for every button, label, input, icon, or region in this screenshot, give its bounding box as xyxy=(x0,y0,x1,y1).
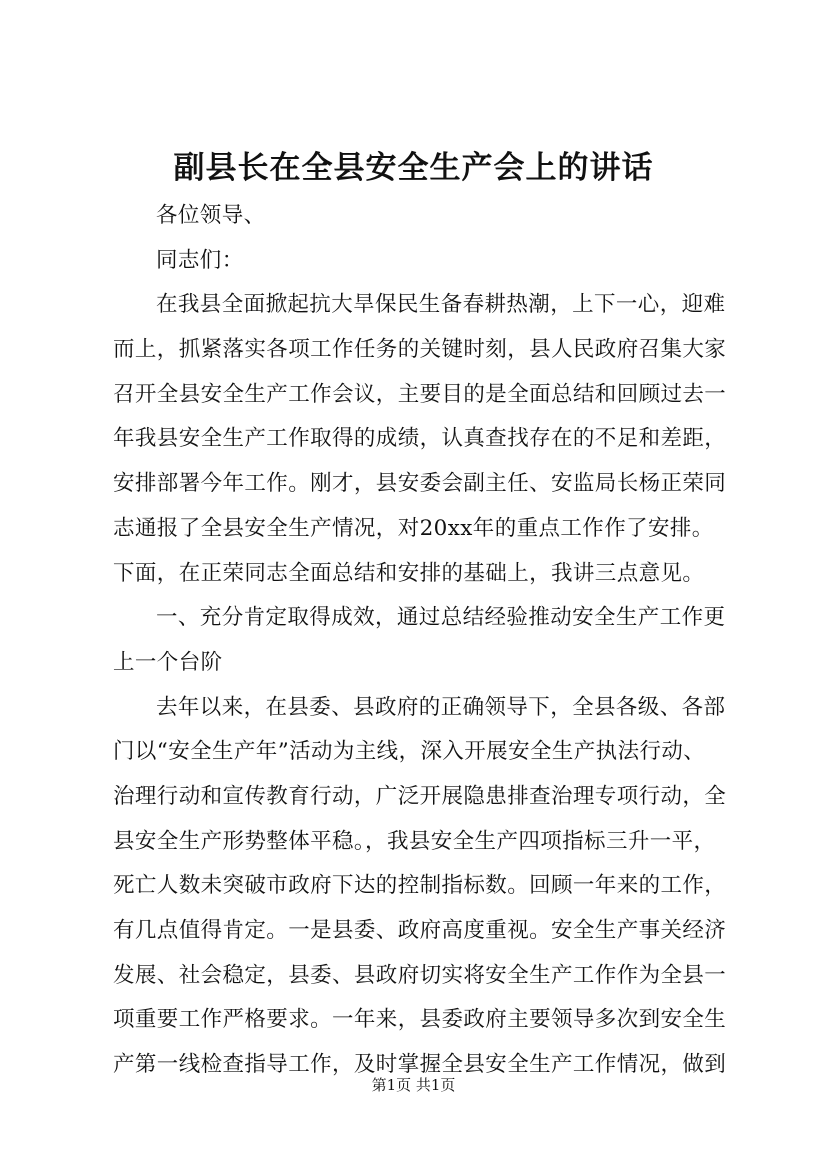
salutation-line: 同志们： xyxy=(156,247,244,273)
paragraph-line: 召开全县安全生产工作会议，主要目的是全面总结和回顾过去一 xyxy=(113,381,727,407)
paragraph-line: 在我县全面掀起抗大旱保民生备春耕热潮，上下一心，迎难 xyxy=(156,292,726,318)
section-heading-line: 一、充分肯定取得成效，通过总结经验推动安全生产工作更 xyxy=(156,605,726,631)
paragraph-line: 有几点值得肯定。一是县委、政府高度重视。安全生产事关经济 xyxy=(113,918,727,943)
page-number-footer: 第1页 共1页 xyxy=(371,1076,456,1094)
paragraph-line: 项重要工作严格要求。一年来，县委政府主要领导多次到安全生 xyxy=(113,1007,727,1033)
paragraph-line: 发展、社会稳定，县委、县政府切实将安全生产工作作为全县一 xyxy=(113,962,727,988)
salutation-line: 各位领导、 xyxy=(156,203,266,228)
paragraph-line: 产第一线检查指导工作，及时掌握全县安全生产工作情况，做到 xyxy=(113,1052,727,1078)
paragraph-line: 下面，在正荣同志全面总结和安排的基础上，我讲三点意见。 xyxy=(113,560,705,586)
paragraph-line: 而上，抓紧落实各项工作任务的关键时刻，县人民政府召集大家 xyxy=(113,337,727,363)
paragraph-line: 安排部署今年工作。刚才，县安委会副主任、安监局长杨正荣同 xyxy=(113,471,727,497)
paragraph-line: 志通报了全县安全生产情况，对20xx年的重点工作作了安排。 xyxy=(113,515,714,541)
paragraph-line: 年我县安全生产工作取得的成绩，认真查找存在的不足和差距， xyxy=(113,426,727,452)
paragraph-line: 县安全生产形势整体平稳。，我县安全生产四项指标三升一平， xyxy=(113,828,716,854)
paragraph-line: 门以“安全生产年”活动为主线，深入开展安全生产执法行动、 xyxy=(113,739,706,765)
section-heading-line: 上一个台阶 xyxy=(113,649,223,675)
paragraph-line: 治理行动和宣传教育行动，广泛开展隐患排查治理专项行动，全 xyxy=(113,783,727,809)
paragraph-line: 去年以来，在县委、县政府的正确领导下，全县各级、各部 xyxy=(156,694,726,720)
document-body xyxy=(113,194,729,1088)
paragraph-line: 死亡人数未突破市政府下达的控制指标数。回顾一年来的工作， xyxy=(113,873,727,899)
document-title: 副县长在全县安全生产会上的讲话 xyxy=(173,150,654,186)
